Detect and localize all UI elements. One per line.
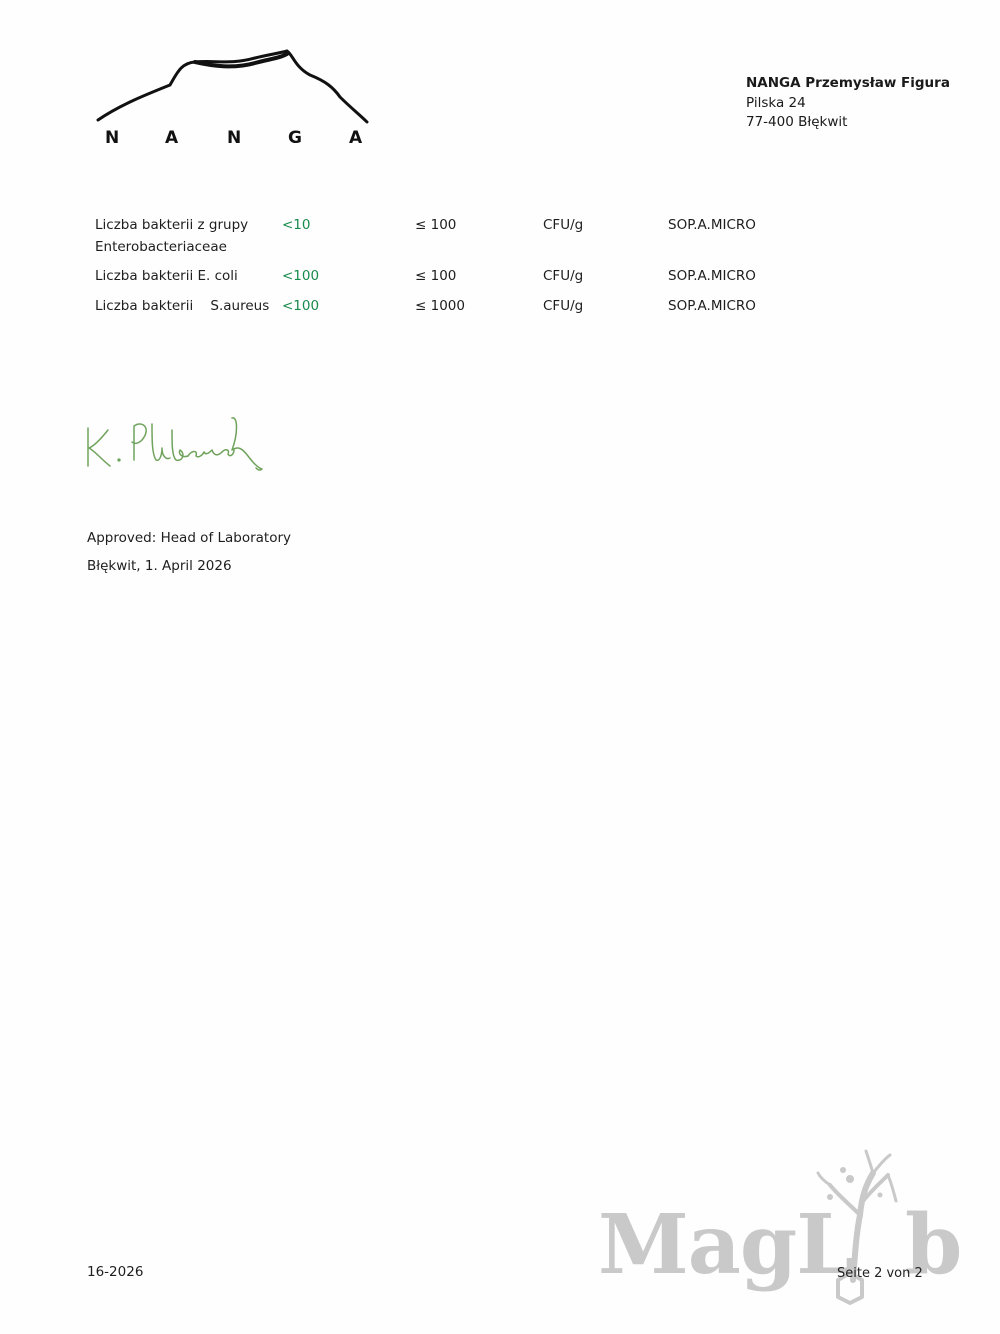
page-indicator: Seite 2 von 2 [837, 1266, 923, 1281]
limit-value: ≤ 100 [415, 217, 457, 233]
parameter-name: Liczba bakterii E. coli [95, 268, 238, 284]
company-address [746, 74, 950, 133]
address-street: Pilska 24 [746, 94, 806, 111]
signature [82, 410, 272, 480]
unit: CFU/g [543, 298, 584, 314]
company-name: NANGA Przemysław Figura [746, 75, 950, 91]
nanga-logo [95, 45, 375, 155]
results-table [95, 215, 815, 326]
logo-letter: A [349, 128, 363, 148]
watermark-text: MagL b [598, 1197, 962, 1293]
logo-letter: G [288, 128, 302, 148]
method: SOP.A.MICRO [668, 298, 756, 314]
mountain-logo-icon [95, 45, 375, 130]
table-row [95, 215, 815, 266]
maglab-watermark [598, 1145, 962, 1310]
unit: CFU/g [543, 217, 584, 233]
unit: CFU/g [543, 268, 584, 284]
parameter-name: Liczba bakterii S.aureus [95, 298, 270, 314]
table-row [95, 296, 815, 326]
result-value: <100 [282, 298, 320, 314]
logo-wordmark [95, 128, 375, 152]
address-city: 77-400 Błękwit [746, 114, 848, 130]
result-value: <10 [282, 217, 311, 233]
table-row [95, 266, 815, 296]
approval-place-date: Błękwit, 1. April 2026 [87, 558, 232, 574]
approval-role: Approved: Head of Laboratory [87, 530, 292, 546]
approval-block [87, 524, 291, 580]
logo-letter: A [165, 128, 179, 148]
document-number: 16-2026 [87, 1264, 144, 1280]
limit-value: ≤ 1000 [415, 298, 465, 314]
method: SOP.A.MICRO [668, 217, 756, 233]
limit-value: ≤ 100 [415, 268, 457, 284]
signature-icon [82, 410, 272, 480]
logo-letter: N [227, 128, 242, 148]
parameter-name: Liczba bakterii z grupy Enterobacteriaceae [95, 217, 249, 255]
method: SOP.A.MICRO [668, 268, 756, 284]
result-value: <100 [282, 268, 320, 284]
logo-letter: N [105, 128, 120, 148]
